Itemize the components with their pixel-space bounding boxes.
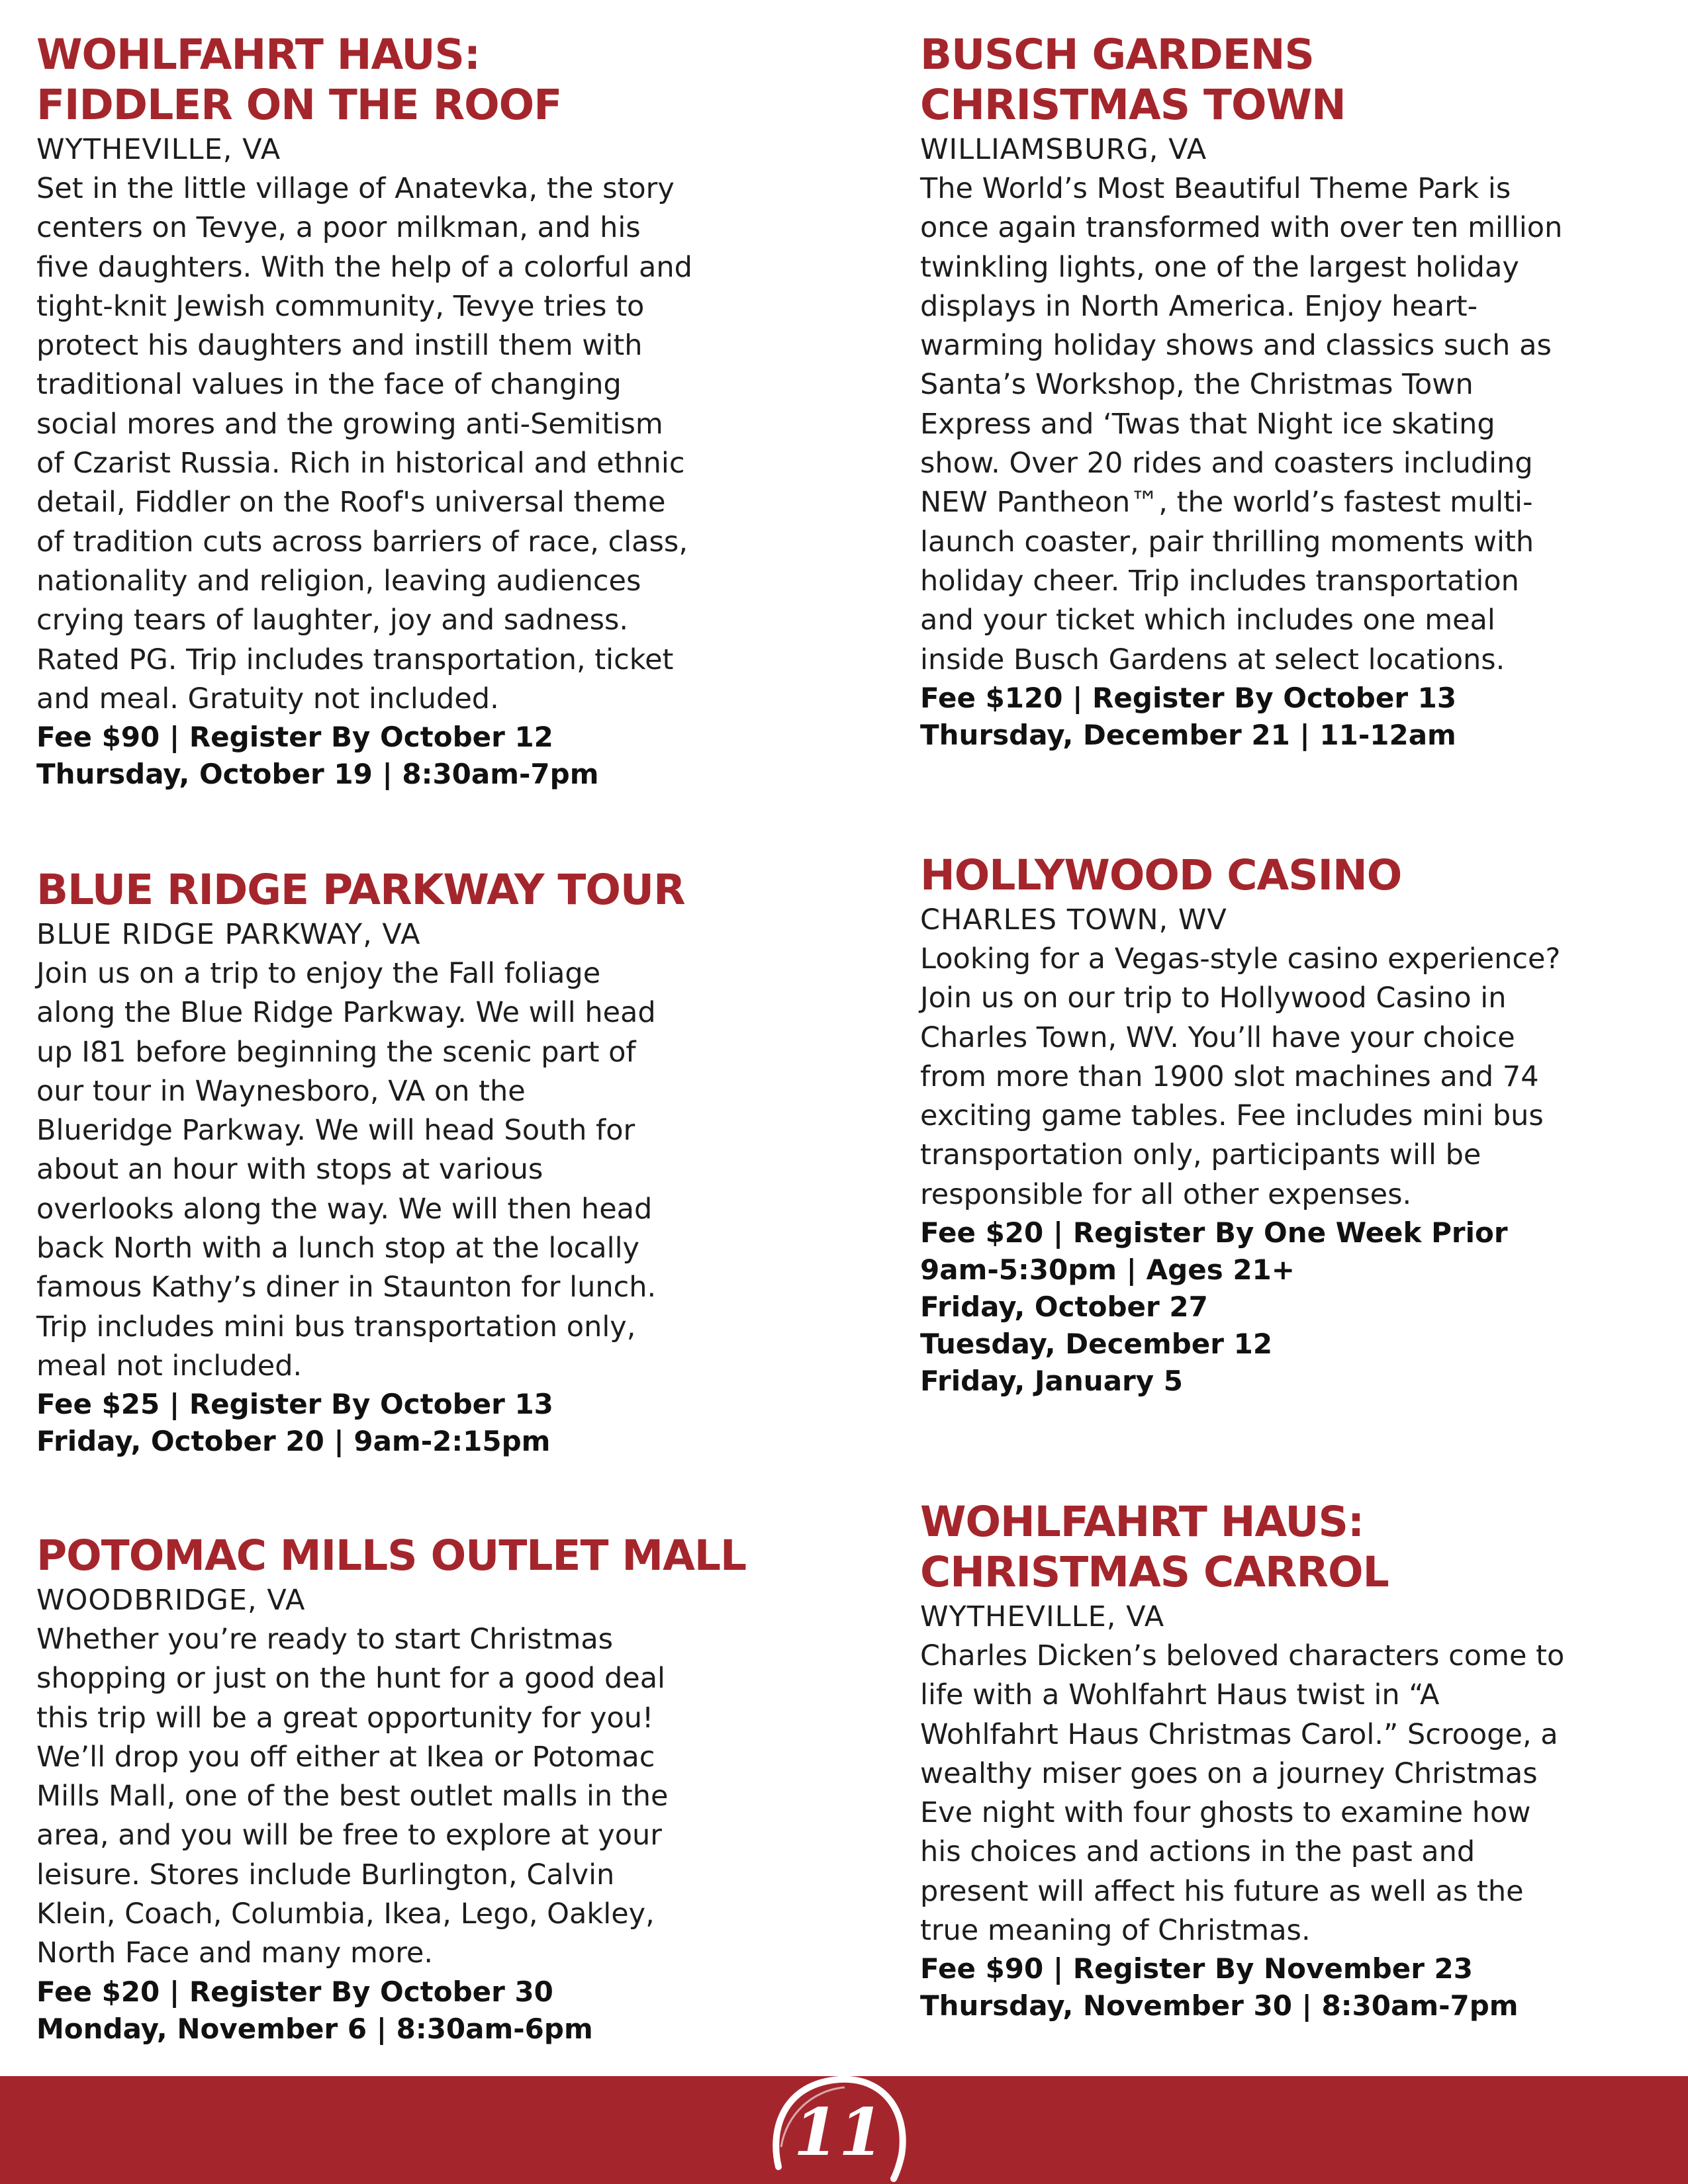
trip-details: Fee $120 | Register By October 13 Thursday, December 21 | 11-12am: [920, 681, 1457, 751]
trip-location: WILLIAMSBURG, VA: [920, 133, 1207, 166]
trip-location: CHARLES TOWN, WV: [920, 903, 1227, 936]
trip-location: BLUE RIDGE PARKWAY, VA: [36, 918, 421, 951]
trip-potomac-mills-outlet-mall: [36, 1531, 784, 2048]
trip-title: BUSCH GARDENS CHRISTMAS TOWN: [920, 30, 1346, 129]
trip-description: Join us on a trip to enjoy the Fall foliage along the Blue Ridge Parkway. We will head up I81 before beginning the scenic part of our tour in Waynesboro, VA on the Blueridge Parkway. We will head South for about an hour with stops at various overlooks along the way. We will then head back North with a lunch stop at the locally famous Kathy’s diner in Staunton for lunch. Trip includes mini bus transportation only, meal not included.: [36, 957, 657, 1383]
trip-description: Set in the little village of Anatevka, the story centers on Tevye, a poor milkman, and his five daughters. With the help of a colorful and tight-knit Jewish community, Tevye tries to protect his daughters and instill them with traditional values in the face of changing social mores and the growing anti-Semitism of Czarist Russia. Rich in historical and ethnic detail, Fiddler on the Roof's universal theme of tradition cuts across barriers of race, class, nationality and religion, leaving audiences crying tears of laughter, joy and sadness. Rated PG. Trip includes transportation, ticket and meal. Gratuity not included.: [36, 172, 692, 715]
trip-title: POTOMAC MILLS OUTLET MALL: [36, 1531, 747, 1580]
trip-details: Fee $25 | Register By October 13 Friday, October 20 | 9am-2:15pm: [36, 1388, 553, 1458]
trip-busch-gardens-christmas-town: [920, 30, 1668, 754]
trip-details: Fee $20 | Register By One Week Prior 9am-5:30pm | Ages 21+ Friday, October 27 Tuesday, December 12 Friday, January 5: [920, 1216, 1508, 1398]
trip-title: WOHLFAHRT HAUS: CHRISTMAS CARROL: [920, 1498, 1389, 1596]
trip-details: Fee $20 | Register By October 30 Monday, November 6 | 8:30am-6pm: [36, 1975, 593, 2045]
trip-christmas-carrol: [920, 1497, 1668, 2025]
trip-location: WYTHEVILLE, VA: [920, 1600, 1165, 1633]
trip-location: WOODBRIDGE, VA: [36, 1584, 306, 1617]
trip-details: Fee $90 | Register By October 12 Thursday, October 19 | 8:30am-7pm: [36, 721, 599, 791]
trip-fiddler-on-the-roof: [36, 30, 784, 793]
page-number-badge: [767, 2068, 911, 2184]
trip-title: BLUE RIDGE PARKWAY TOUR: [36, 866, 685, 914]
page-number: 11: [793, 2095, 884, 2171]
trip-description: Charles Dicken’s beloved characters come to life with a Wohlfahrt Haus twist in “A Wohlfahrt Haus Christmas Carol.” Scrooge, a wealthy miser goes on a journey Christmas Eve night with four ghosts to examine how his choices and actions in the past and present will affect his future as well as the true meaning of Christmas.: [920, 1639, 1565, 1948]
trip-blue-ridge-parkway-tour: [36, 865, 784, 1460]
trip-description: Whether you’re ready to start Christmas shopping or just on the hunt for a good deal this trip will be a great opportunity for you! We’ll drop you off either at Ikea or Potomac Mills Mall, one of the best outlet malls in the area, and you will be free to explore at your leisure. Stores include Burlington, Calvin Klein, Coach, Columbia, Ikea, Lego, Oakley, North Face and many more.: [36, 1623, 669, 1970]
trip-title: HOLLYWOOD CASINO: [920, 851, 1402, 899]
trip-location: WYTHEVILLE, VA: [36, 133, 281, 166]
trip-description: The World’s Most Beautiful Theme Park is once again transformed with over ten million twinkling lights, one of the largest holiday displays in North America. Enjoy heart- warming holiday shows and classics such as Santa’s Workshop, the Christmas Town Express and ‘Twas that Night ice skating show. Over 20 rides and coasters including NEW Pantheon™, the world’s fastest multi- launch coaster, pair thrilling moments with holiday cheer. Trip includes transportation and your ticket which includes one meal inside Busch Gardens at select locations.: [920, 172, 1563, 676]
trip-hollywood-casino: [920, 850, 1668, 1400]
trip-title: WOHLFAHRT HAUS: FIDDLER ON THE ROOF: [36, 30, 562, 129]
trip-details: Fee $90 | Register By November 23 Thursday, November 30 | 8:30am-7pm: [920, 1952, 1519, 2023]
trip-description: Looking for a Vegas-style casino experience? Join us on our trip to Hollywood Casino in Charles Town, WV. You’ll have your choice from more than 1900 slot machines and 74 exciting game tables. Fee includes mini bus transportation only, participants will be responsible for all other expenses.: [920, 942, 1561, 1211]
